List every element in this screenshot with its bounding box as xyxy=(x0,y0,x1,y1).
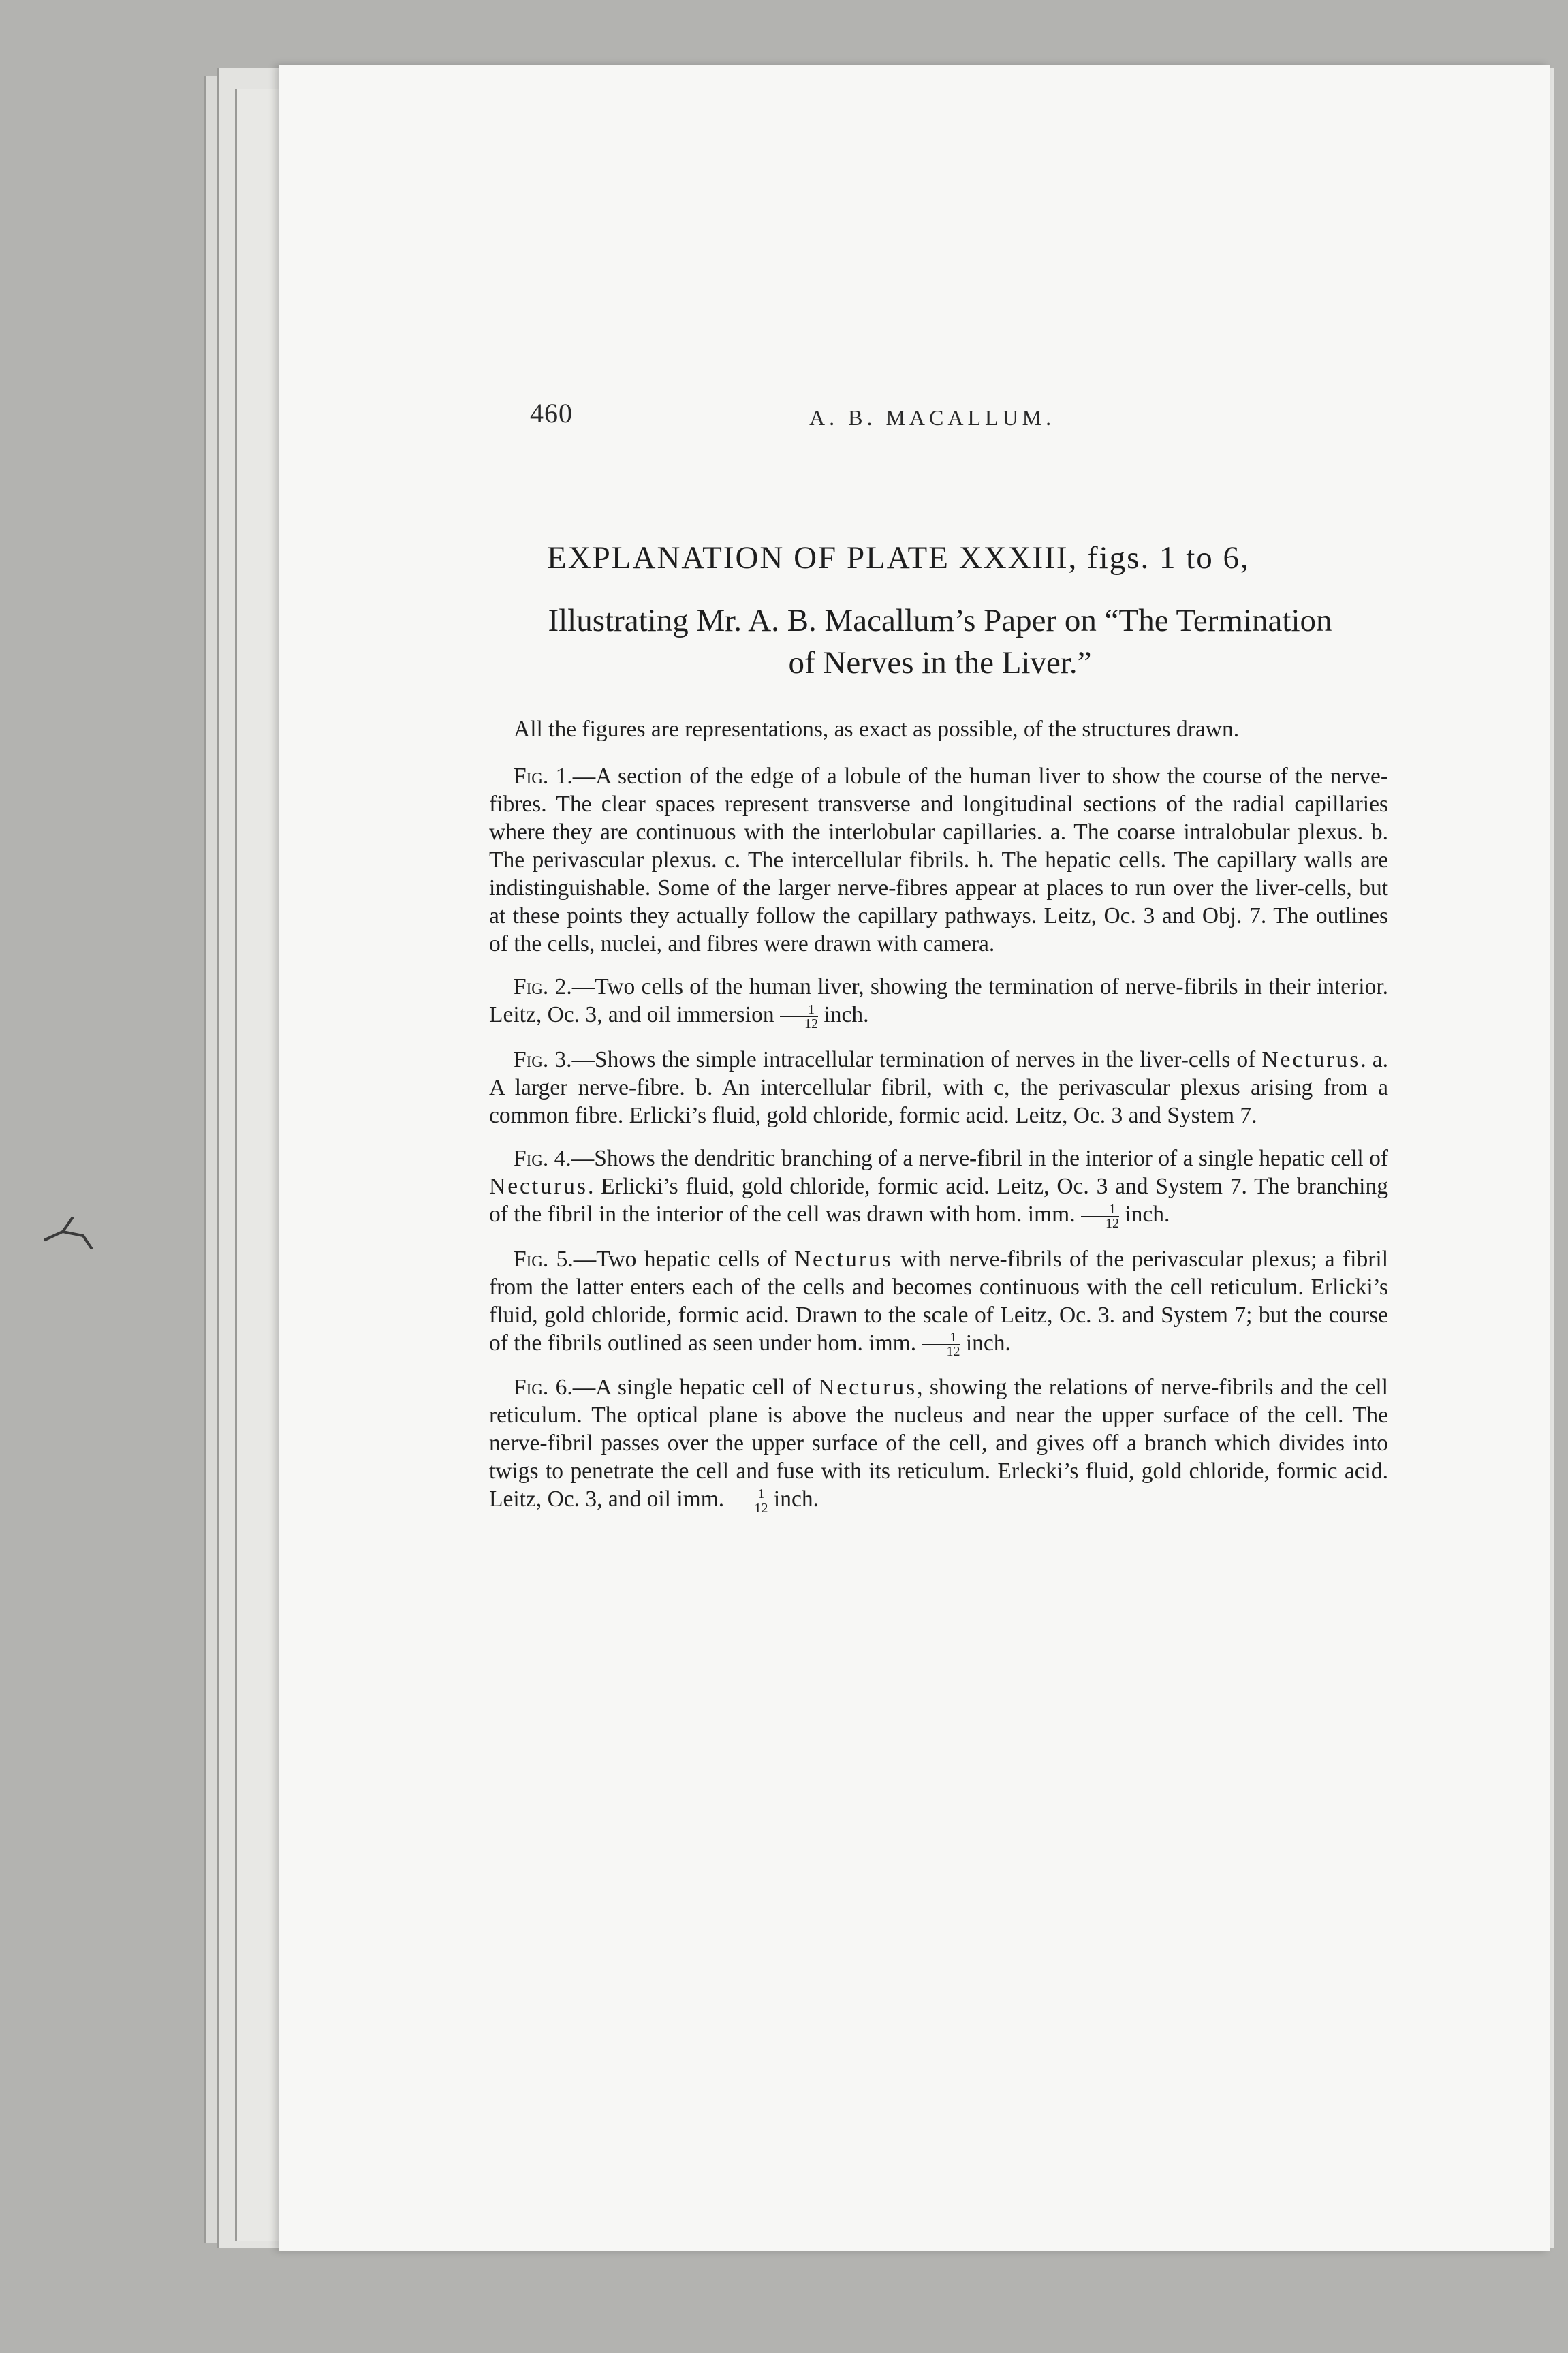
plate-title: EXPLANATION OF PLATE XXXIII, figs. 1 to 6, xyxy=(547,540,1250,576)
fraction-numerator: 1 xyxy=(730,1487,768,1501)
fraction-numerator: 1 xyxy=(1081,1202,1119,1217)
subtitle-line: Illustrating Mr. A. B. Macallum’s Paper on “The Termination xyxy=(548,603,1332,638)
fig-label: Fig. 1. xyxy=(514,764,573,789)
fig-text: , showing the relations of nerve-fibrils and the cell reticulum. The optical plane is above the nucleus and near the upper surface of the cell. The nerve-fibril passes over the upper surface of the cell, and gives off a branch which divides into twigs to penetrate the cell and fuse with its reticulum. Erlecki’s fluid, gold chloride, formic acid. Leitz, Oc. 3, and oil imm. xyxy=(489,1375,1388,1512)
fig-text: —Shows the simple intracellular termination of nerves in the liver-cells of xyxy=(571,1046,1256,1072)
fraction xyxy=(780,1003,818,1031)
fig-5-paragraph xyxy=(489,1245,1388,1359)
fraction-denominator: 12 xyxy=(754,1501,768,1516)
fig-text-end: inch. xyxy=(824,1002,869,1027)
fig-text: —Two hepatic cells of xyxy=(573,1246,787,1272)
fig-6-paragraph xyxy=(489,1373,1388,1515)
fig-label: Fig. 4. xyxy=(514,1145,571,1171)
fraction-numerator: 1 xyxy=(780,1003,818,1017)
margin-pen-mark xyxy=(42,1213,97,1253)
fig-2-paragraph xyxy=(489,973,1388,1031)
fraction-denominator: 12 xyxy=(804,1016,819,1031)
fraction-denominator: 12 xyxy=(1105,1215,1119,1231)
plate-subtitle xyxy=(490,599,1390,684)
fig-1-paragraph xyxy=(489,762,1388,958)
page-number: 460 xyxy=(530,398,573,428)
fig-text: . Erlicki’s fluid, gold chloride, formic acid. Leitz, Oc. 3 and System 7. The branching of the fibril in the interior of the cell was drawn with hom. imm. xyxy=(489,1173,1388,1227)
fig-text-end: inch. xyxy=(965,1330,1011,1356)
intro-paragraph: All the figures are representations, as exact as possible, of the structures drawn. xyxy=(514,717,1240,742)
genus-name: Necturus xyxy=(818,1375,918,1401)
explanation-body xyxy=(489,715,1388,1530)
fig-label: Fig. 3. xyxy=(514,1046,572,1072)
fig-label: Fig. 6. xyxy=(514,1375,573,1401)
fig-text: —Two cells of the human liver, showing the termination of nerve-fibrils in their interior. Leitz, Oc. 3, and oil immersion xyxy=(489,974,1388,1027)
fig-text: with nerve-fibrils of the perivascular plexus; a fibril from the latter enters each of the cells and becomes continuous with the cell reticulum. Erlicki’s fluid, gold chloride, formic acid. Drawn to the scale of Leitz, Oc. 3. and System 7; but the course of the fibrils outlined as seen under hom. imm. xyxy=(489,1246,1389,1356)
fig-3-paragraph xyxy=(489,1046,1388,1129)
genus-name: Necturus xyxy=(489,1173,588,1199)
fraction xyxy=(922,1330,960,1358)
fig-text: —A section of the edge of a lobule of the human liver to show the course of the nerve-fibres. The clear spaces represent transverse and longitudinal sections of the radial capillaries where they are continuous with the interlobular capillaries. a. The coarse intralobular plexus. b. The perivascular plexus. c. The intercellular fibrils. h. The hepatic cells. The capillary walls are indistinguishable. Some of the larger nerve-fibres appear at places to run over the liver-cells, but at these points they actually follow the capillary pathways. Leitz, Oc. 3 and Obj. 7. The outlines of the cells, nuclei, and fibres were drawn with camera. xyxy=(489,764,1389,956)
fig-4-paragraph xyxy=(489,1144,1388,1230)
fig-text: . a. A larger nerve-fibre. b. An intercellular fibril, with c, the perivascular plexus arising from a common fibre. Erlicki’s fluid, gold chloride, formic acid. Leitz, Oc. 3 and System 7. xyxy=(489,1046,1389,1128)
running-head xyxy=(530,397,1415,438)
fig-label: Fig. 5. xyxy=(514,1246,574,1272)
fig-label: Fig. 2. xyxy=(514,974,572,999)
fig-text-end: inch. xyxy=(1125,1201,1170,1227)
fig-text: —Shows the dendritic branching of a nerve-fibril in the interior of a single hepatic cell of xyxy=(571,1145,1388,1171)
genus-name: Necturus xyxy=(1261,1046,1361,1072)
subtitle-line: of Nerves in the Liver.” xyxy=(788,645,1092,681)
genus-name: Necturus xyxy=(794,1246,893,1272)
fraction xyxy=(1081,1202,1119,1230)
running-head-author: A. B. MACALLUM. xyxy=(809,405,1056,430)
fraction xyxy=(730,1487,768,1515)
fig-text: —A single hepatic cell of xyxy=(572,1375,811,1401)
fraction-numerator: 1 xyxy=(922,1330,960,1345)
fraction-denominator: 12 xyxy=(946,1344,960,1360)
fig-text-end: inch. xyxy=(773,1486,819,1512)
